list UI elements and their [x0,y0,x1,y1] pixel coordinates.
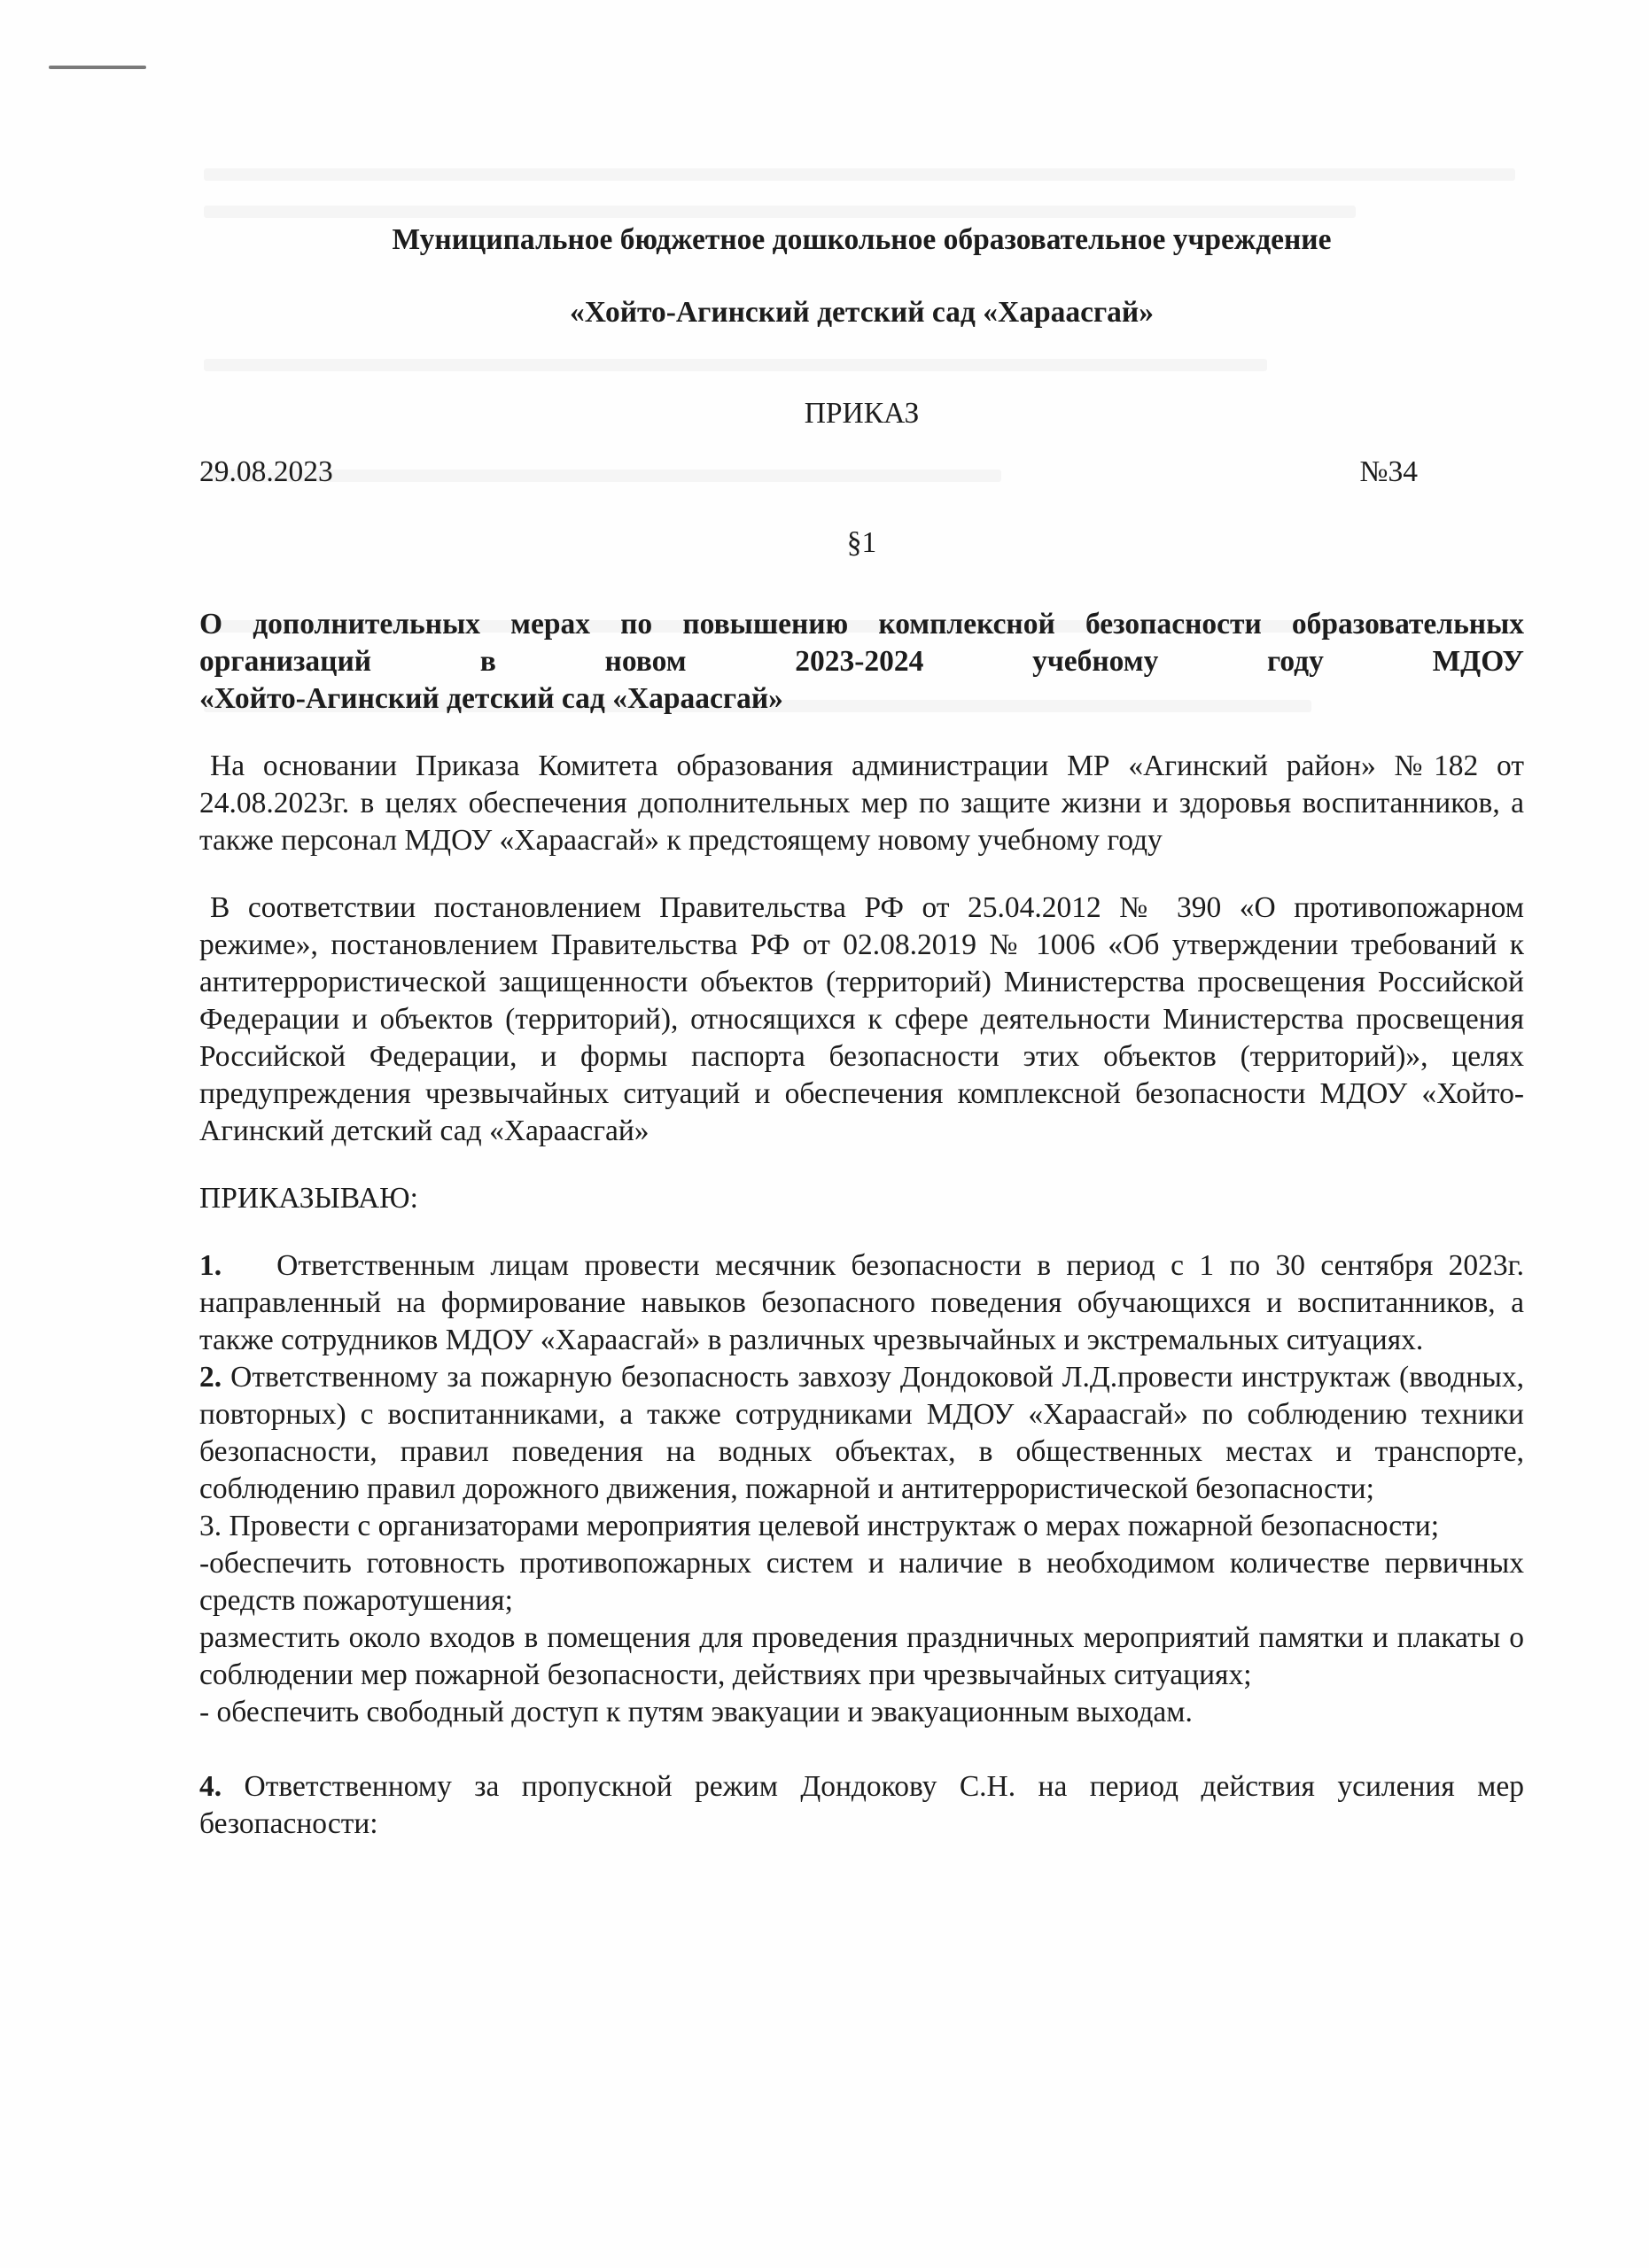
date-number-row [199,454,1524,491]
document-body [199,221,1524,1843]
title-line1: О дополнительных мерах по повышению комплексной безопасности образовательных [199,608,1524,641]
item-4-text: Ответственному за пропускной режим Дондокову С.Н. на период действия усиления мер безопасности: [199,1770,1524,1840]
item-2 [199,1359,1524,1508]
basis-paragraph-1: На основании Приказа Комитета образования администрации МР «Агинский район» №182 от 24.08.2023г. в целях обеспечения дополнительных мер по защите жизни и здоровья воспитанников, а также персонал МДОУ «Хараасгай» к предстоящему новому учебному году [199,750,1524,857]
basis-paragraph-2: В соответствии постановлением Правительства РФ от 25.04.2012 № 390 «О противопожарном режиме», постановлением Правительства РФ от 02.08.2019 № 1006 «Об утверждении требований к антитеррористической защищенности объектов (территорий) Министерства просвещения Российской Федерации и объектов (территорий), относящихся к сфере деятельности Министерства просвещения Российской Федерации, и формы паспорта безопасности этих объектов (территорий)», целях предупреждения чрезвычайных ситуаций и обеспечения комплексной безопасности МДОУ «Хойто-Агинский детский сад «Хараасгай» [199,891,1524,1147]
item-4-number: 4. [199,1770,222,1803]
item-3-sub-2: разместить около входов в помещения для проведения праздничных мероприятий памятки и плакаты о соблюдении мер пожарной безопасности, действиях при чрезвычайных ситуациях; [199,1621,1524,1691]
doc-type: ПРИКАЗ [804,397,920,430]
item-1 [199,1247,1524,1359]
bleed-through [204,168,1515,181]
item-1-text: Ответственным лицам провести месячник безопасности в период с 1 по 30 сентября 2023г. направленный на формирование навыков безопасного поведения обучающихся и воспитанников, а также сотрудников МДОУ «Хараасгай» в различных чрезвычайных и экстремальных ситуациях. [199,1249,1524,1356]
title-line2: организаций в новом 2023-2024 учебному году МДОУ [199,645,1524,678]
item-1-number: 1. [199,1249,222,1282]
title-line3: «Хойто-Агинский детский сад «Хараасгай» [199,682,783,715]
item-3-sub-3: - обеспечить свободный доступ к путям эвакуации и эвакуационным выходам. [199,1696,1193,1728]
item-2-text: Ответственному за пожарную безопасность завхозу Дондоковой Л.Д.провести инструктаж (вводных, повторных) с воспитанниками, а также сотрудниками МДОУ «Хараасгай» по соблюдению техники безопасности, правил поведения на водных объектах, в общественных местах и транспорте, соблюдению правил дорожного движения, пожарной и антитеррористической безопасности; [199,1361,1524,1505]
order-items [199,1247,1524,1843]
doc-date: 29.08.2023 [199,455,333,488]
bleed-through [204,206,1356,218]
item-3 [199,1508,1524,1545]
doc-number: №34 [1359,455,1418,488]
scan-mark [49,66,146,69]
org-name-line1: Муниципальное бюджетное дошкольное образовательное учреждение [392,223,1332,256]
item-3-text: Провести с организаторами мероприятия целевой инструктаж о мерах пожарной безопасности; [229,1510,1440,1542]
order-title [199,606,1524,718]
item-3-sub-1: -обеспечить готовность противопожарных систем и наличие в необходимом количестве первичных средств пожаротушения; [199,1547,1524,1617]
item-4 [199,1768,1524,1843]
item-2-number: 2. [199,1361,222,1394]
section-mark: §1 [846,526,877,559]
org-name-line2: «Хойто-Агинский детский сад «Хараасгай» [570,296,1154,329]
item-3-number: 3. [199,1510,222,1542]
order-word: ПРИКАЗЫВАЮ: [199,1182,418,1215]
